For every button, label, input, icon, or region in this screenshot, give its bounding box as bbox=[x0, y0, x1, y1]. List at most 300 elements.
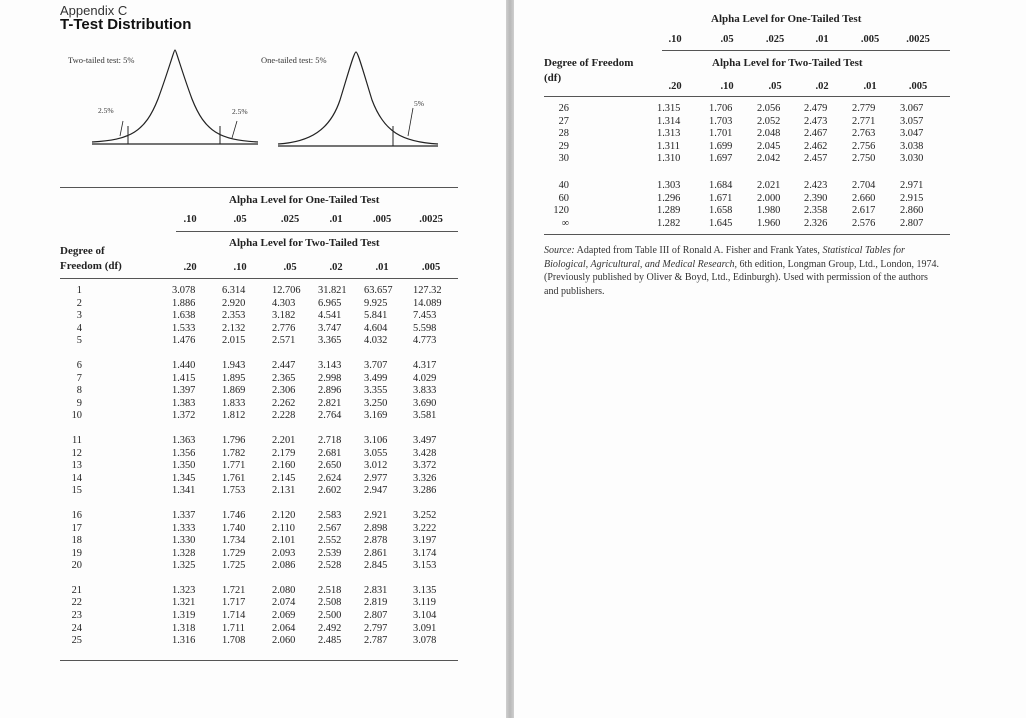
value-cell: 2.776 bbox=[272, 322, 296, 334]
value-cell: 2.831 bbox=[364, 584, 388, 596]
df-cell: 14 bbox=[71, 472, 82, 484]
value-cell: 63.657 bbox=[364, 285, 393, 296]
value-cell: 1.771 bbox=[222, 460, 246, 472]
one-tailed-level-3: .01 bbox=[329, 214, 343, 225]
value-cell: 1.796 bbox=[222, 434, 246, 446]
value-cell: 1.313 bbox=[657, 128, 681, 140]
one-tailed-right-pct: 5% bbox=[414, 99, 424, 108]
df-cell: 12 bbox=[71, 447, 82, 459]
two-tailed-right-pct: 2.5% bbox=[232, 107, 248, 116]
value-cell: 2.447 bbox=[272, 359, 296, 371]
value-cell: 2.920 bbox=[222, 297, 246, 309]
value-cell: 1.415 bbox=[172, 372, 196, 384]
right-one-tailed-level-5: .0025 bbox=[906, 34, 930, 45]
value-cell: 1.697 bbox=[709, 153, 733, 165]
value-cell: 6.965 bbox=[318, 297, 342, 309]
value-cell: 1.701 bbox=[709, 128, 733, 140]
value-cell: 3.169 bbox=[364, 410, 388, 422]
value-cell: 2.821 bbox=[318, 397, 342, 409]
value-cell: 1.328 bbox=[172, 547, 196, 559]
value-cell: 3.106 bbox=[364, 434, 388, 446]
table-row bbox=[0, 473, 506, 486]
table-row bbox=[0, 635, 506, 648]
source-note bbox=[544, 244, 944, 298]
value-cell: 1.282 bbox=[657, 217, 681, 229]
df-cell: 13 bbox=[71, 460, 82, 472]
table-row bbox=[0, 560, 506, 573]
value-cell: 1.315 bbox=[657, 103, 681, 114]
value-cell: 3.222 bbox=[413, 522, 437, 534]
table-row bbox=[0, 373, 506, 386]
value-cell: 2.326 bbox=[804, 217, 828, 229]
two-tailed-level-1: .10 bbox=[233, 262, 247, 273]
df-cell: 29 bbox=[558, 140, 569, 152]
one-tailed-level-2: .025 bbox=[280, 214, 300, 225]
value-cell: 2.681 bbox=[318, 447, 342, 459]
value-cell: 4.317 bbox=[413, 359, 437, 371]
value-cell: 1.711 bbox=[222, 622, 245, 634]
value-cell: 2.160 bbox=[272, 460, 296, 472]
value-cell: 2.947 bbox=[364, 485, 388, 497]
value-cell: 2.064 bbox=[272, 622, 296, 634]
value-cell: 2.201 bbox=[272, 434, 296, 446]
value-cell: 14.089 bbox=[413, 297, 442, 309]
value-cell: 2.704 bbox=[852, 179, 876, 191]
one-tailed-level-1: .05 bbox=[233, 214, 247, 225]
value-cell: 3.038 bbox=[900, 140, 924, 152]
table-row bbox=[514, 180, 1026, 193]
value-cell: 2.750 bbox=[852, 153, 876, 165]
table-row bbox=[0, 323, 506, 336]
header-bottom-rule bbox=[60, 278, 458, 279]
value-cell: 2.915 bbox=[900, 192, 924, 204]
row-group bbox=[0, 510, 506, 573]
value-cell: 1.684 bbox=[709, 179, 733, 191]
value-cell: 1.895 bbox=[222, 372, 246, 384]
df-header bbox=[60, 244, 122, 274]
value-cell: 1.740 bbox=[222, 522, 246, 534]
table-row bbox=[0, 335, 506, 348]
value-cell: 2.539 bbox=[318, 547, 342, 559]
row-group bbox=[514, 180, 1026, 230]
value-cell: 3.078 bbox=[413, 635, 437, 647]
right-table-bottom-rule bbox=[544, 234, 950, 235]
df-cell: 26 bbox=[558, 103, 569, 114]
value-cell: 2.000 bbox=[757, 192, 781, 204]
table-row bbox=[514, 193, 1026, 206]
left-page bbox=[0, 0, 506, 718]
two-tailed-level-3: .02 bbox=[329, 262, 343, 273]
right-mid-rule bbox=[662, 50, 950, 51]
row-group bbox=[0, 360, 506, 423]
value-cell: 2.797 bbox=[364, 622, 388, 634]
value-cell: 3.057 bbox=[900, 115, 924, 127]
page-title: T-Test Distribution bbox=[60, 16, 192, 33]
value-cell: 2.131 bbox=[272, 485, 296, 497]
value-cell: 2.845 bbox=[364, 560, 388, 572]
source-title: Statistical Tables for Biological, Agricultural, and Medical Research, bbox=[544, 245, 905, 270]
value-cell: 1.721 bbox=[222, 584, 246, 596]
value-cell: 2.567 bbox=[318, 522, 342, 534]
table-bottom-rule bbox=[60, 660, 458, 661]
value-cell: 2.358 bbox=[804, 205, 828, 217]
value-cell: 2.718 bbox=[318, 434, 342, 446]
table-row bbox=[514, 128, 1026, 141]
value-cell: 2.060 bbox=[272, 635, 296, 647]
value-cell: 3.012 bbox=[364, 460, 388, 472]
table-row bbox=[514, 153, 1026, 166]
value-cell: 2.365 bbox=[272, 372, 296, 384]
table-row bbox=[514, 103, 1026, 116]
value-cell: 1.345 bbox=[172, 472, 196, 484]
value-cell: 3.497 bbox=[413, 434, 437, 446]
right-two-tailed-level-2: .05 bbox=[768, 81, 782, 92]
value-cell: 1.476 bbox=[172, 335, 196, 347]
value-cell: 1.341 bbox=[172, 485, 196, 497]
value-cell: 2.617 bbox=[852, 205, 876, 217]
value-cell: 3.182 bbox=[272, 310, 296, 322]
value-cell: 2.462 bbox=[804, 140, 828, 152]
value-cell: 2.921 bbox=[364, 509, 388, 521]
value-cell: 2.262 bbox=[272, 397, 296, 409]
value-cell: 3.067 bbox=[900, 103, 924, 114]
df-cell: 22 bbox=[71, 597, 82, 609]
value-cell: 3.499 bbox=[364, 372, 388, 384]
value-cell: 5.598 bbox=[413, 322, 437, 334]
value-cell: 2.042 bbox=[757, 153, 781, 165]
value-cell: 4.541 bbox=[318, 310, 342, 322]
left-table-body bbox=[0, 285, 506, 660]
value-cell: 3.135 bbox=[413, 584, 437, 596]
value-cell: 2.056 bbox=[757, 103, 781, 114]
value-cell: 1.869 bbox=[222, 385, 246, 397]
table-row bbox=[0, 623, 506, 636]
value-cell: 2.179 bbox=[272, 447, 296, 459]
value-cell: 2.045 bbox=[757, 140, 781, 152]
value-cell: 9.925 bbox=[364, 297, 388, 309]
row-group bbox=[0, 435, 506, 498]
table-row bbox=[0, 398, 506, 411]
value-cell: 1.325 bbox=[172, 560, 196, 572]
right-one-tailed-title: Alpha Level for One-Tailed Test bbox=[711, 13, 862, 25]
value-cell: 6.314 bbox=[222, 285, 246, 296]
value-cell: 2.080 bbox=[272, 584, 296, 596]
value-cell: 2.508 bbox=[318, 597, 342, 609]
value-cell: 3.690 bbox=[413, 397, 437, 409]
df-cell: 28 bbox=[558, 128, 569, 140]
df-cell: 6 bbox=[76, 359, 82, 371]
df-cell: 17 bbox=[71, 522, 82, 534]
table-row bbox=[0, 485, 506, 498]
value-cell: 1.314 bbox=[657, 115, 681, 127]
table-row bbox=[0, 585, 506, 598]
row-group bbox=[0, 585, 506, 648]
value-cell: 3.286 bbox=[413, 485, 437, 497]
df-cell: 11 bbox=[71, 434, 82, 446]
right-two-tailed-title: Alpha Level for Two-Tailed Test bbox=[712, 57, 863, 69]
value-cell: 2.898 bbox=[364, 522, 388, 534]
value-cell: 2.998 bbox=[318, 372, 342, 384]
table-top-rule bbox=[60, 187, 458, 188]
value-cell: 2.132 bbox=[222, 322, 246, 334]
right-one-tailed-level-1: .05 bbox=[720, 34, 734, 45]
value-cell: 1.289 bbox=[657, 205, 681, 217]
value-cell: 2.660 bbox=[852, 192, 876, 204]
value-cell: 3.833 bbox=[413, 385, 437, 397]
value-cell: 2.423 bbox=[804, 179, 828, 191]
df-cell: 18 bbox=[71, 535, 82, 547]
value-cell: 1.753 bbox=[222, 485, 246, 497]
value-cell: 2.048 bbox=[757, 128, 781, 140]
value-cell: 1.943 bbox=[222, 359, 246, 371]
df-cell: 20 bbox=[71, 560, 82, 572]
value-cell: 2.473 bbox=[804, 115, 828, 127]
value-cell: 2.457 bbox=[804, 153, 828, 165]
two-tailed-level-0: .20 bbox=[183, 262, 197, 273]
value-cell: 1.746 bbox=[222, 509, 246, 521]
value-cell: 3.581 bbox=[413, 410, 437, 422]
value-cell: 1.310 bbox=[657, 153, 681, 165]
value-cell: 1.706 bbox=[709, 103, 733, 114]
value-cell: 3.428 bbox=[413, 447, 437, 459]
right-df-header-line2: (df) bbox=[544, 72, 562, 84]
value-cell: 1.337 bbox=[172, 509, 196, 521]
table-row bbox=[0, 360, 506, 373]
value-cell: 1.699 bbox=[709, 140, 733, 152]
value-cell: 1.311 bbox=[657, 140, 680, 152]
value-cell: 2.896 bbox=[318, 385, 342, 397]
value-cell: 3.250 bbox=[364, 397, 388, 409]
value-cell: 2.101 bbox=[272, 535, 296, 547]
df-cell: 2 bbox=[76, 297, 82, 309]
table-row bbox=[0, 548, 506, 561]
value-cell: 1.383 bbox=[172, 397, 196, 409]
value-cell: 1.316 bbox=[172, 635, 196, 647]
df-cell: 60 bbox=[558, 192, 569, 204]
value-cell: 31.821 bbox=[318, 285, 347, 296]
value-cell: 3.252 bbox=[413, 509, 437, 521]
value-cell: 1.440 bbox=[172, 359, 196, 371]
df-cell: 27 bbox=[558, 115, 569, 127]
value-cell: 1.296 bbox=[657, 192, 681, 204]
value-cell: 1.812 bbox=[222, 410, 246, 422]
source-post: 6th edition, Longman Group, Ltd., London, 1974. (Previously published by Oliver & Boyd, Ltd., Edinburgh). Used with permission of the authors and publishers. bbox=[544, 258, 939, 297]
two-tailed-level-2: .05 bbox=[283, 262, 297, 273]
value-cell: 2.807 bbox=[900, 217, 924, 229]
one-tailed-level-5: .0025 bbox=[419, 214, 443, 225]
value-cell: 2.602 bbox=[318, 485, 342, 497]
value-cell: 1.356 bbox=[172, 447, 196, 459]
value-cell: 1.645 bbox=[709, 217, 733, 229]
value-cell: 2.500 bbox=[318, 610, 342, 622]
value-cell: 1.330 bbox=[172, 535, 196, 547]
value-cell: 1.734 bbox=[222, 535, 246, 547]
df-cell: 120 bbox=[553, 205, 569, 217]
two-tailed-title: Alpha Level for Two-Tailed Test bbox=[229, 237, 380, 249]
right-two-tailed-level-4: .01 bbox=[863, 81, 877, 92]
value-cell: 1.318 bbox=[172, 622, 196, 634]
df-cell: 25 bbox=[71, 635, 82, 647]
value-cell: 127.32 bbox=[413, 285, 442, 296]
value-cell: 2.807 bbox=[364, 610, 388, 622]
table-row bbox=[0, 510, 506, 523]
value-cell: 2.571 bbox=[272, 335, 296, 347]
value-cell: 1.708 bbox=[222, 635, 246, 647]
df-cell: 40 bbox=[558, 179, 569, 191]
value-cell: 2.467 bbox=[804, 128, 828, 140]
table-row bbox=[0, 285, 506, 298]
value-cell: 1.703 bbox=[709, 115, 733, 127]
table-row bbox=[0, 535, 506, 548]
value-cell: 2.518 bbox=[318, 584, 342, 596]
table-row bbox=[0, 610, 506, 623]
value-cell: 1.319 bbox=[172, 610, 196, 622]
row-group bbox=[514, 103, 1026, 166]
value-cell: 1.725 bbox=[222, 560, 246, 572]
df-cell: 8 bbox=[76, 385, 82, 397]
value-cell: 5.841 bbox=[364, 310, 388, 322]
value-cell: 3.030 bbox=[900, 153, 924, 165]
df-cell: 24 bbox=[71, 622, 82, 634]
one-tailed-level-4: .005 bbox=[372, 214, 392, 225]
value-cell: 2.021 bbox=[757, 179, 781, 191]
table-row bbox=[514, 116, 1026, 129]
value-cell: 2.971 bbox=[900, 179, 924, 191]
value-cell: 3.197 bbox=[413, 535, 437, 547]
value-cell: 2.485 bbox=[318, 635, 342, 647]
df-cell: 10 bbox=[71, 410, 82, 422]
right-two-tailed-level-5: .005 bbox=[908, 81, 928, 92]
df-cell: 21 bbox=[71, 584, 82, 596]
value-cell: 2.764 bbox=[318, 410, 342, 422]
value-cell: 2.306 bbox=[272, 385, 296, 397]
value-cell: 1.363 bbox=[172, 434, 196, 446]
value-cell: 2.878 bbox=[364, 535, 388, 547]
value-cell: 3.326 bbox=[413, 472, 437, 484]
value-cell: 2.353 bbox=[222, 310, 246, 322]
value-cell: 2.552 bbox=[318, 535, 342, 547]
value-cell: 2.479 bbox=[804, 103, 828, 114]
value-cell: 1.638 bbox=[172, 310, 196, 322]
df-cell: 15 bbox=[71, 485, 82, 497]
two-tailed-level-5: .005 bbox=[421, 262, 441, 273]
df-cell: 16 bbox=[71, 509, 82, 521]
value-cell: 3.707 bbox=[364, 359, 388, 371]
value-cell: 1.729 bbox=[222, 547, 246, 559]
value-cell: 3.104 bbox=[413, 610, 437, 622]
value-cell: 3.174 bbox=[413, 547, 437, 559]
value-cell: 4.029 bbox=[413, 372, 437, 384]
table-row bbox=[0, 597, 506, 610]
value-cell: 3.365 bbox=[318, 335, 342, 347]
right-header-bottom-rule bbox=[544, 96, 950, 97]
value-cell: 3.372 bbox=[413, 460, 437, 472]
source-label: Source: bbox=[544, 245, 575, 256]
value-cell: 1.980 bbox=[757, 205, 781, 217]
right-one-tailed-level-0: .10 bbox=[668, 34, 682, 45]
value-cell: 2.787 bbox=[364, 635, 388, 647]
value-cell: 1.714 bbox=[222, 610, 246, 622]
value-cell: 2.145 bbox=[272, 472, 296, 484]
two-tailed-level-4: .01 bbox=[375, 262, 389, 273]
value-cell: 3.055 bbox=[364, 447, 388, 459]
table-row bbox=[0, 523, 506, 536]
value-cell: 2.528 bbox=[318, 560, 342, 572]
value-cell: 2.492 bbox=[318, 622, 342, 634]
right-one-tailed-level-2: .025 bbox=[765, 34, 785, 45]
source-pre: Adapted from Table III of Ronald A. Fisher and Frank Yates, bbox=[574, 245, 823, 256]
right-df-header bbox=[544, 56, 633, 86]
value-cell: 2.228 bbox=[272, 410, 296, 422]
value-cell: 1.761 bbox=[222, 472, 246, 484]
value-cell: 1.717 bbox=[222, 597, 246, 609]
value-cell: 1.960 bbox=[757, 217, 781, 229]
value-cell: 4.303 bbox=[272, 297, 296, 309]
value-cell: 1.671 bbox=[709, 192, 733, 204]
value-cell: 4.773 bbox=[413, 335, 437, 347]
value-cell: 2.650 bbox=[318, 460, 342, 472]
value-cell: 2.583 bbox=[318, 509, 342, 521]
value-cell: 3.355 bbox=[364, 385, 388, 397]
table-row bbox=[514, 218, 1026, 231]
value-cell: 1.658 bbox=[709, 205, 733, 217]
value-cell: 1.333 bbox=[172, 522, 196, 534]
value-cell: 1.782 bbox=[222, 447, 246, 459]
right-page bbox=[514, 0, 1026, 718]
df-cell: 30 bbox=[558, 153, 569, 165]
value-cell: 2.771 bbox=[852, 115, 876, 127]
mid-rule bbox=[176, 231, 458, 232]
value-cell: 3.119 bbox=[413, 597, 436, 609]
value-cell: 4.032 bbox=[364, 335, 388, 347]
value-cell: 1.321 bbox=[172, 597, 196, 609]
value-cell: 2.074 bbox=[272, 597, 296, 609]
two-tailed-curve-figure bbox=[90, 44, 260, 156]
value-cell: 1.886 bbox=[172, 297, 196, 309]
value-cell: 2.069 bbox=[272, 610, 296, 622]
value-cell: 2.052 bbox=[757, 115, 781, 127]
two-tailed-label: Two-tailed test: 5% bbox=[68, 55, 135, 65]
value-cell: 1.323 bbox=[172, 584, 196, 596]
value-cell: 12.706 bbox=[272, 285, 301, 296]
df-cell: 1 bbox=[76, 285, 82, 296]
table-row bbox=[0, 410, 506, 423]
right-one-tailed-level-3: .01 bbox=[815, 34, 829, 45]
value-cell: 2.756 bbox=[852, 140, 876, 152]
table-row bbox=[0, 385, 506, 398]
value-cell: 3.747 bbox=[318, 322, 342, 334]
df-cell: ∞ bbox=[561, 217, 569, 229]
value-cell: 1.533 bbox=[172, 322, 196, 334]
value-cell: 2.576 bbox=[852, 217, 876, 229]
value-cell: 2.110 bbox=[272, 522, 295, 534]
value-cell: 2.015 bbox=[222, 335, 246, 347]
value-cell: 2.763 bbox=[852, 128, 876, 140]
value-cell: 2.093 bbox=[272, 547, 296, 559]
table-row bbox=[0, 298, 506, 311]
two-tailed-left-pct: 2.5% bbox=[98, 106, 114, 115]
df-header-line1: Degree of bbox=[60, 245, 105, 257]
table-row bbox=[0, 435, 506, 448]
table-row bbox=[514, 141, 1026, 154]
right-one-tailed-level-4: .005 bbox=[860, 34, 880, 45]
value-cell: 1.350 bbox=[172, 460, 196, 472]
value-cell: 2.819 bbox=[364, 597, 388, 609]
value-cell: 1.303 bbox=[657, 179, 681, 191]
row-group bbox=[0, 285, 506, 348]
df-cell: 9 bbox=[76, 397, 82, 409]
value-cell: 3.143 bbox=[318, 359, 342, 371]
